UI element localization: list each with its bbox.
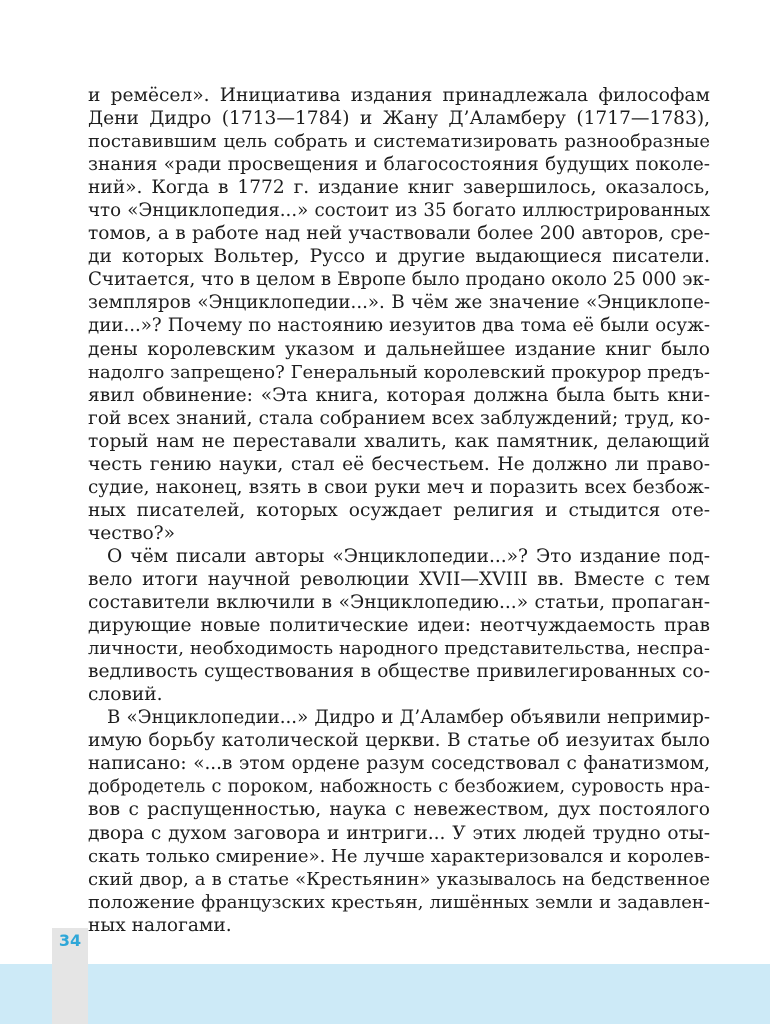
text-line: ний». Когда в 1772 г. издание книг завершилось, оказалось, <box>88 177 710 199</box>
text-line: имую борьбу католической церкви. В статье об иезуитах было <box>88 730 710 752</box>
text-line: ведливость существования в обществе привилегированных со- <box>88 661 710 683</box>
text-line: чество?» <box>88 522 176 544</box>
paragraph <box>88 84 710 545</box>
paragraph <box>88 706 710 936</box>
text-line: ский двор, а в статье «Крестьянин» указывалось на бедственное <box>88 868 710 890</box>
text-line: Считается, что в целом в Европе было продано около 25 000 эк- <box>88 269 710 291</box>
text-line: судие, наконец, взять в свои руки меч и поразить всех безбож- <box>88 476 710 498</box>
text-line: О чём писали авторы «Энциклопедии...»? Это издание под- <box>107 545 710 567</box>
text-line: томов, а в работе над ней участвовали более 200 авторов, сре- <box>88 223 710 245</box>
text-line: ди которых Вольтер, Руссо и другие выдающиеся писатели. <box>88 246 710 268</box>
text-line: гой всех знаний, стала собранием всех заблуждений; труд, ко- <box>88 407 710 429</box>
text-line: личности, необходимость народного представительства, неспра- <box>88 638 710 660</box>
main-text <box>88 84 710 937</box>
page-number: 34 <box>58 931 82 950</box>
text-line: Дени Дидро (1713—1784) и Жану Д’Аламберу (1717—1783), <box>88 108 710 130</box>
text-line: честь гению науки, стал её бесчестьем. Не должно ли право- <box>88 453 710 475</box>
text-line: знания «ради просвещения и благосостояния будущих поколе- <box>88 154 710 176</box>
text-line: вело итоги научной революции XVII—XVIII вв. Вместе с тем <box>88 568 710 590</box>
text-line: положение французских крестьян, лишённых земли и задавлен- <box>88 891 710 913</box>
text-line: вов с распущенностью, наука с невежеством, дух постоялого <box>88 799 710 821</box>
text-line: земпляров «Энциклопедии...». В чём же значение «Энциклопе- <box>88 292 710 314</box>
text-line: что «Энциклопедия...» состоит из 35 богато иллюстрированных <box>88 200 710 222</box>
text-line: добродетель с пороком, набожность с безбожием, суровость нра- <box>88 776 710 798</box>
text-line: словий. <box>88 684 163 706</box>
text-line: двора с духом заговора и интриги... У этих людей трудно оты- <box>88 822 710 844</box>
text-line: дены королевским указом и дальнейшее издание книг было <box>88 338 710 360</box>
text-line: явил обвинение: «Эта книга, которая должна была быть кни- <box>88 384 710 406</box>
text-line: поставившим цель собрать и систематизировать разнообразные <box>88 131 710 153</box>
text-line: надолго запрещено? Генеральный королевский прокурор предъ- <box>88 361 710 383</box>
text-line: В «Энциклопедии...» Дидро и Д’Аламбер объявили непримир- <box>107 707 710 729</box>
text-line: ных налогами. <box>88 914 232 936</box>
text-line: дирующие новые политические идеи: неотчуждаемость прав <box>88 615 710 637</box>
paragraph <box>88 545 710 706</box>
text-line: составители включили в «Энциклопедию...» статьи, пропаган- <box>88 592 710 614</box>
text-line: скать только смирение». Не лучше характеризовался и королев- <box>88 845 710 867</box>
text-line: торый нам не переставали хвалить, как памятник, делающий <box>88 430 710 452</box>
page-footer-band <box>0 964 770 1024</box>
text-line: написано: «...в этом ордене разум соседствовал с фанатизмом, <box>88 753 710 775</box>
text-line: и ремёсел». Инициатива издания принадлежала философам <box>88 85 710 106</box>
text-line: ных писателей, которых осуждает религия и стыдится оте- <box>88 499 710 521</box>
text-line: дии...»? Почему по настоянию иезуитов два тома её были осуж- <box>88 315 710 337</box>
